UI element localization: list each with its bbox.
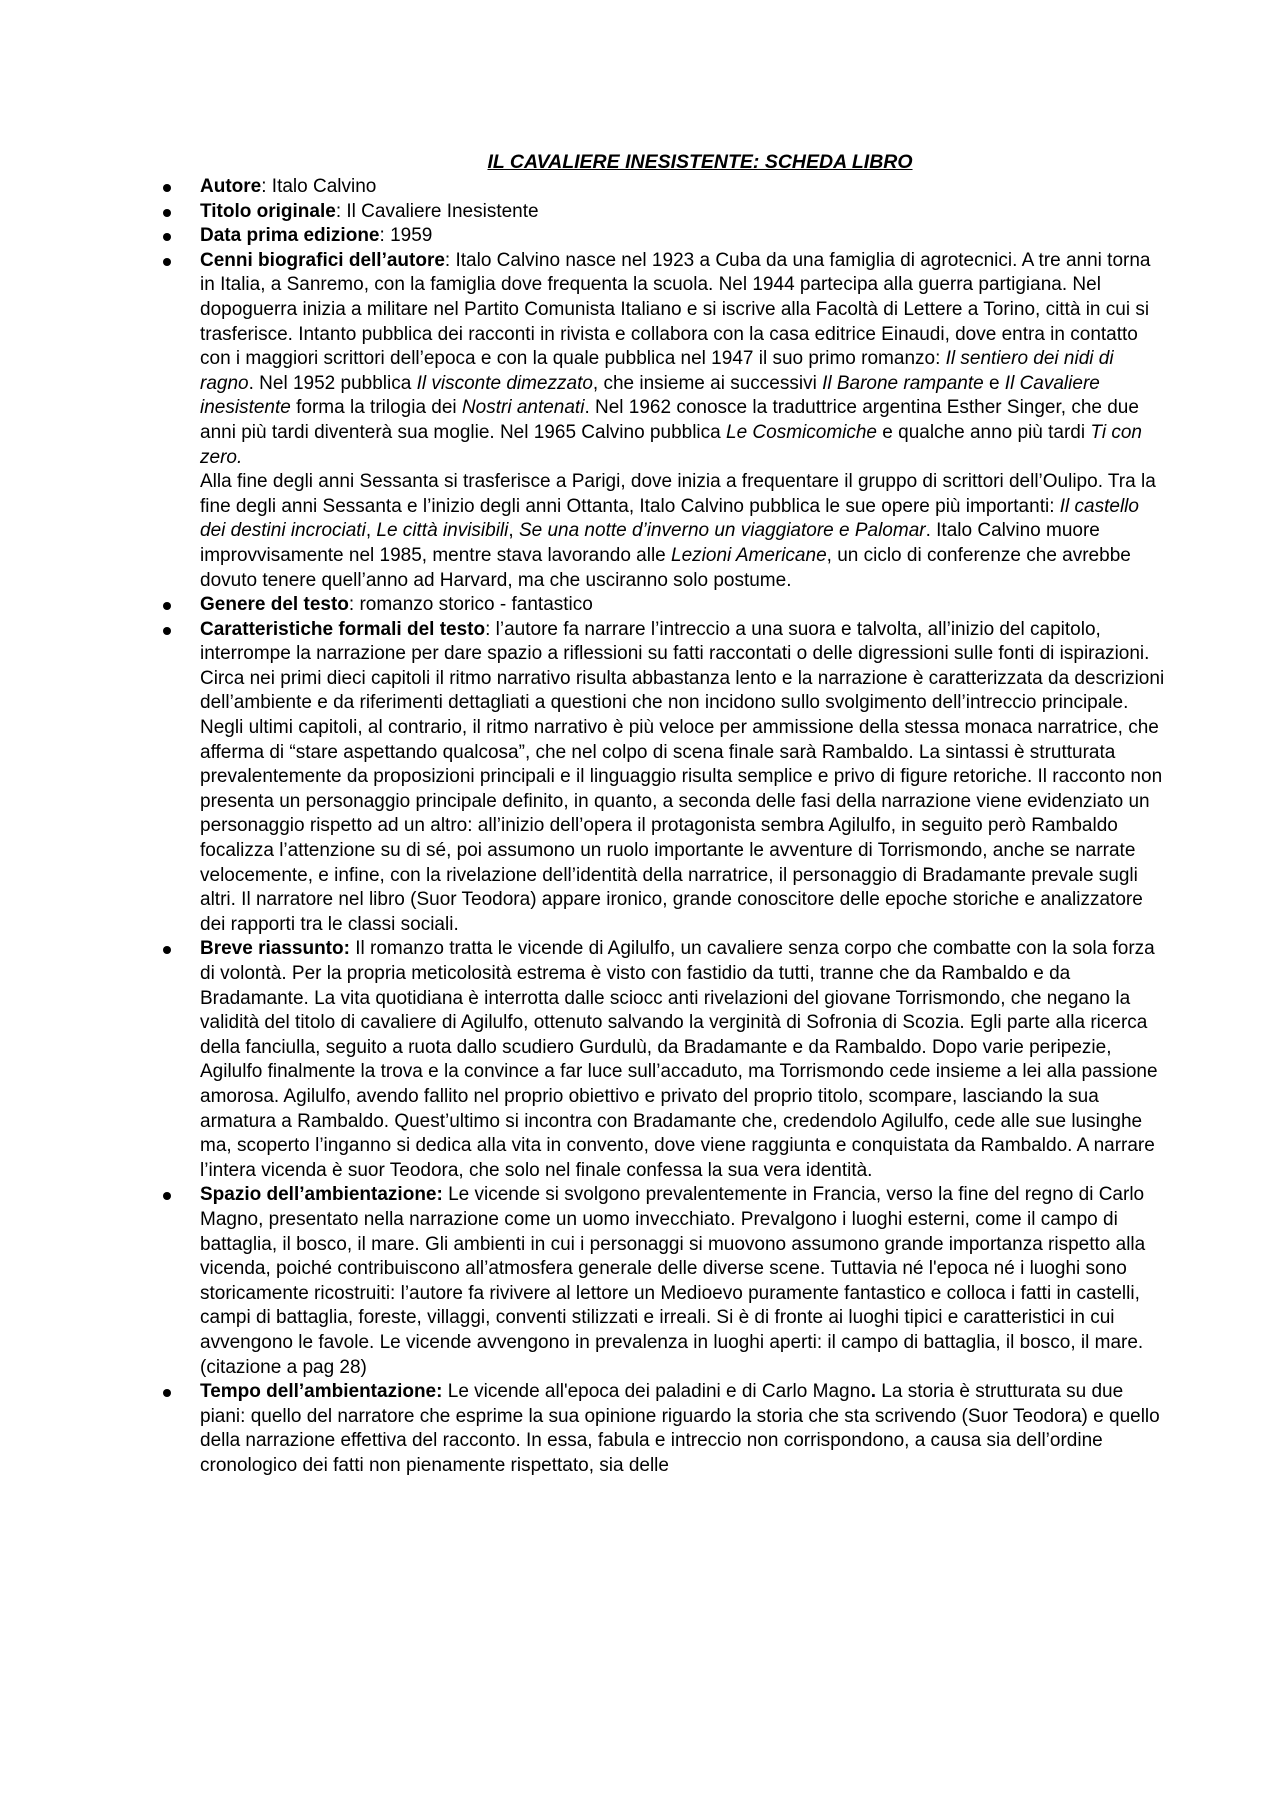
item-label: Genere del testo <box>200 594 349 616</box>
list-item-caratteristiche-formali: Caratteristiche formali del testo: l’autore fa narrare l’intreccio a una suora e talvolta, all’inizio del capitolo, interrompe la narrazione per dare spazio a riflessioni su fatti raccontati o delle digressioni sulle fonti di ispirazioni. Circa nei primi dieci capitoli il ritmo narrativo risulta abbastanza lento e la narrazione è caratterizzata da descrizioni dell’ambiente e da riferimenti dettagliati a questioni che non incidono sullo svolgimento dell’intreccio principale. Negli ultimi capitoli, al contrario, il ritmo narrativo è più veloce per ammissione della stessa monaca narratrice, che afferma di “stare aspettando qualcosa”, che nel colpo di scena finale sarà Rambaldo. La sintassi è strutturata prevalentemente da proposizioni principali e il linguaggio risulta semplice e privo di figure retoriche. Il racconto non presenta un personaggio principale definito, in quanto, a seconda delle fasi della narrazione viene evidenziato un personaggio rispetto ad un altro: all’inizio dell’opera il protagonista sembra Agilulfo, in seguito però Rambaldo focalizza l’attenzione su di sé, poi assumono un ruolo importante le avventure di Torrismondo, anche se narrate velocemente, e infine, con la rivelazione dell’identità della narratrice, il personaggio di Bradamante prevale sugli altri. Il narratore nel libro (Suor Teodora) appare ironico, grande conoscitore delle epoche storiche e analizzatore dei rapporti tra le classi sociali. <box>0 618 1280 938</box>
item-label: Caratteristiche formali del testo <box>200 618 486 640</box>
book-title: Ti con zero. <box>200 421 1142 468</box>
item-label: Breve riassunto: <box>200 938 350 960</box>
list-item-genere: Genere del testo: romanzo storico - fantastico <box>0 593 1280 618</box>
bullet-icon <box>163 602 171 610</box>
item-text: Italo Calvino <box>271 176 377 197</box>
item-label: Tempo dell’ambientazione: <box>200 1381 443 1403</box>
book-info-list <box>0 175 1280 1478</box>
book-title: Il castello dei destini incrociati <box>200 495 1139 542</box>
item-label: Spazio dell’ambientazione: <box>200 1184 443 1206</box>
bullet-icon <box>163 946 171 954</box>
list-item-cenni-biografici <box>0 249 1280 593</box>
document-title: IL CAVALIERE INESISTENTE: SCHEDA LIBRO <box>487 151 913 173</box>
list-item-titolo-originale: Titolo originale: Il Cavaliere Inesistente <box>0 200 1280 225</box>
bullet-icon <box>163 233 171 241</box>
item-text: Le vicende si svolgono prevalentemente in Francia, verso la fine del regno di Carlo Magno, presentato nella narrazione come un uomo invecchiato. Prevalgono i luoghi esterni, come il campo di battaglia, il bosco, il mare. Gli ambienti in cui i personaggi si muovono assumono grande importanza rispetto alla vicenda, poiché contribuiscono all’atmosfera generale delle diverse scene. Tuttavia né l'epoca né i luoghi sono storicamente ricostruiti: l’autore fa rivivere al lettore un Medioevo puramente fantastico e colloca i fatti in castelli, campi di battaglia, foreste, villaggi, conventi stilizzati e irreali. Si è di fronte ai luoghi tipici e caratteristici in cui avvengono le favole. Le vicende avvengono in prevalenza in luoghi aperti: il campo di battaglia, il bosco, il mare. (citazione a pag 28) <box>200 1184 1146 1378</box>
list-item-autore: Autore: Italo Calvino <box>0 175 1280 200</box>
item-label: Cenni biografici dell’autore <box>200 249 445 271</box>
list-item-data-prima-edizione: Data prima edizione: 1959 <box>0 224 1280 249</box>
bullet-icon <box>163 209 171 217</box>
bullet-icon <box>163 258 171 266</box>
list-item-breve-riassunto <box>0 937 1280 1183</box>
item-text: La storia è strutturata su due piani: quello del narratore che esprime la sua opinione riguardo la storia che sta scrivendo (Suor Teodora) e quello della narrazione effettiva del racconto. In essa, fabula e intreccio non corrispondono, a causa sia dell’ordine cronologico dei fatti non pienamente rispettato, sia delle <box>200 1381 1160 1476</box>
book-title: Nostri antenati <box>461 397 585 419</box>
item-label: Autore <box>200 176 262 197</box>
item-text: Il Cavaliere Inesistente <box>346 200 539 222</box>
biography-paragraph-2: Alla fine degli anni Sessanta si trasferisce a Parigi, dove inizia a frequentare il gruppo di scrittori dell’Oulipo. Tra la fine degli anni Sessanta e l’inizio degli anni Ottanta, Italo Calvino pubblica le sue opere più importanti: Il castello dei destini incrociati, Le città invisibili, Se una notte d’inverno un viaggiatore e Palomar. Italo Calvino muore improvvisamente nel 1985, mentre stava lavorando alle Lezioni Americane, un ciclo di conferenze che avrebbe dovuto tenere quell’anno ad Harvard, ma che usciranno solo postume. <box>200 471 1156 591</box>
book-title: Le città invisibili <box>376 520 509 542</box>
item-text: 1959 <box>390 225 433 247</box>
bullet-icon <box>163 1192 171 1200</box>
biography-paragraph-1: Cenni biografici dell’autore: Italo Calvino nasce nel 1923 a Cuba da una famiglia di agrotecnici. A tre anni torna in Italia, a Sanremo, con la famiglia dove frequenta la scuola. Nel 1944 partecipa alla guerra partigiana. Nel dopoguerra inizia a militare nel Partito Comunista Italiano e si iscrive alla Facoltà di Lettere a Torino, città in cui si trasferisce. Intanto pubblica dei racconti in rivista e collabora con la casa editrice Einaudi, dove entra in contatto con i maggiori scrittori dell’epoca e con la quale pubblica nel 1947 il suo primo romanzo: Il sentiero dei nidi di ragno. Nel 1952 pubblica Il visconte dimezzato, che insieme ai successivi Il Barone rampante e Il Cavaliere inesistente forma la trilogia dei Nostri antenati. Nel 1962 conosce la traduttrice argentina Esther Singer, che due anni più tardi diventerà sua moglie. Nel 1965 Calvino pubblica Le Cosmicomiche e qualche anno più tardi Ti con zero. <box>200 249 1151 468</box>
bullet-icon <box>163 184 171 192</box>
book-title: Il sentiero dei nidi di ragno <box>200 348 1114 394</box>
book-title: Il Barone rampante <box>822 372 984 394</box>
book-title: Il Cavaliere inesistente <box>200 372 1100 419</box>
item-text: Le vicende all'epoca dei paladini e di Carlo Magno <box>447 1381 871 1403</box>
book-title: Le Cosmicomiche <box>726 421 877 443</box>
item-label: Data prima edizione <box>200 225 380 247</box>
book-title: Lezioni Americane <box>671 544 827 566</box>
item-text: Il romanzo tratta le vicende di Agilulfo, un cavaliere senza corpo che combatte con la sola forza di volontà. Per la propria meticolosità estrema è visto con fastidio da tutti, tranne che da Rambaldo e da Bradamante. La vita quotidiana è interrotta dalle sciocc anti rivelazioni del giovane Torrismondo, che negano la validità del titolo di cavaliere di Agilulfo, ottenuto salvando la verginità di Sofronia di Scozia. Egli parte alla ricerca della fanciulla, seguito a ruota dallo scudiero Gurdulù, da Bradamante e da Rambaldo. Dopo varie peripezie, Agilulfo finalmente la trova e la convince a far luce sull’accaduto, ma Torrismondo cede insieme a lei alla passione amorosa. Agilulfo, avendo fallito nel proprio obiettivo e privato del proprio titolo, scompare, lasciando la sua armatura a Rambaldo. Quest’ultimo si incontra con Bradamante che, credendolo Agilulfo, cede alle sue lusinghe ma, scoperto l’inganno si dedica alla vita in convento, dove viene raggiunta e conquistata da Rambaldo. A narrare l’intera vicenda è suor Teodora, che solo nel finale confessa la sua vera identità. <box>200 938 1158 1181</box>
bullet-icon <box>163 1389 171 1397</box>
item-label: Titolo originale <box>200 200 336 222</box>
list-item-tempo-ambientazione: Tempo dell’ambientazione: Le vicende all'epoca dei paladini e di Carlo Magno. La storia è strutturata su due piani: quello del narratore che esprime la sua opinione riguardo la storia che sta scrivendo (Suor Teodora) e quello della narrazione effettiva del racconto. In essa, fabula e intreccio non corrispondono, a causa sia dell’ordine cronologico dei fatti non pienamente rispettato, sia delle <box>0 1380 1280 1478</box>
list-item-spazio-ambientazione <box>0 1183 1280 1380</box>
bullet-icon <box>163 627 171 635</box>
book-title: Se una notte d’inverno un viaggiatore e Palomar <box>518 520 926 542</box>
item-text: l’autore fa narrare l’intreccio a una suora e talvolta, all’inizio del capitolo, interrompe la narrazione per dare spazio a riflessioni su fatti raccontati o delle digressioni sulle fonti di ispirazioni. Circa nei primi dieci capitoli il ritmo narrativo risulta abbastanza lento e la narrazione è caratterizzata da descrizioni dell’ambiente e da riferimenti dettagliati a questioni che non incidono sullo svolgimento dell’intreccio principale. Negli ultimi capitoli, al contrario, il ritmo narrativo è più veloce per ammissione della stessa monaca narratrice, che afferma di “stare aspettando qualcosa”, che nel colpo di scena finale sarà Rambaldo. La sintassi è strutturata prevalentemente da proposizioni principali e il linguaggio risulta semplice e privo di figure retoriche. Il racconto non presenta un personaggio principale definito, in quanto, a seconda delle fasi della narrazione viene evidenziato un personaggio rispetto ad un altro: all’inizio dell’opera il protagonista sembra Agilulfo, in seguito però Rambaldo focalizza l’attenzione su di sé, poi assumono un ruolo importante le avventure di Torrismondo, anche se narrate velocemente, e infine, con la rivelazione dell’identità della narratrice, il personaggio di Bradamante prevale sugli altri. Il narratore nel libro (Suor Teodora) appare ironico, grande conoscitore delle epoche storiche e analizzatore dei rapporti tra le classi sociali. <box>200 618 1165 935</box>
book-title: Il visconte dimezzato <box>416 372 593 394</box>
item-text: romanzo storico - fantastico <box>359 594 593 616</box>
